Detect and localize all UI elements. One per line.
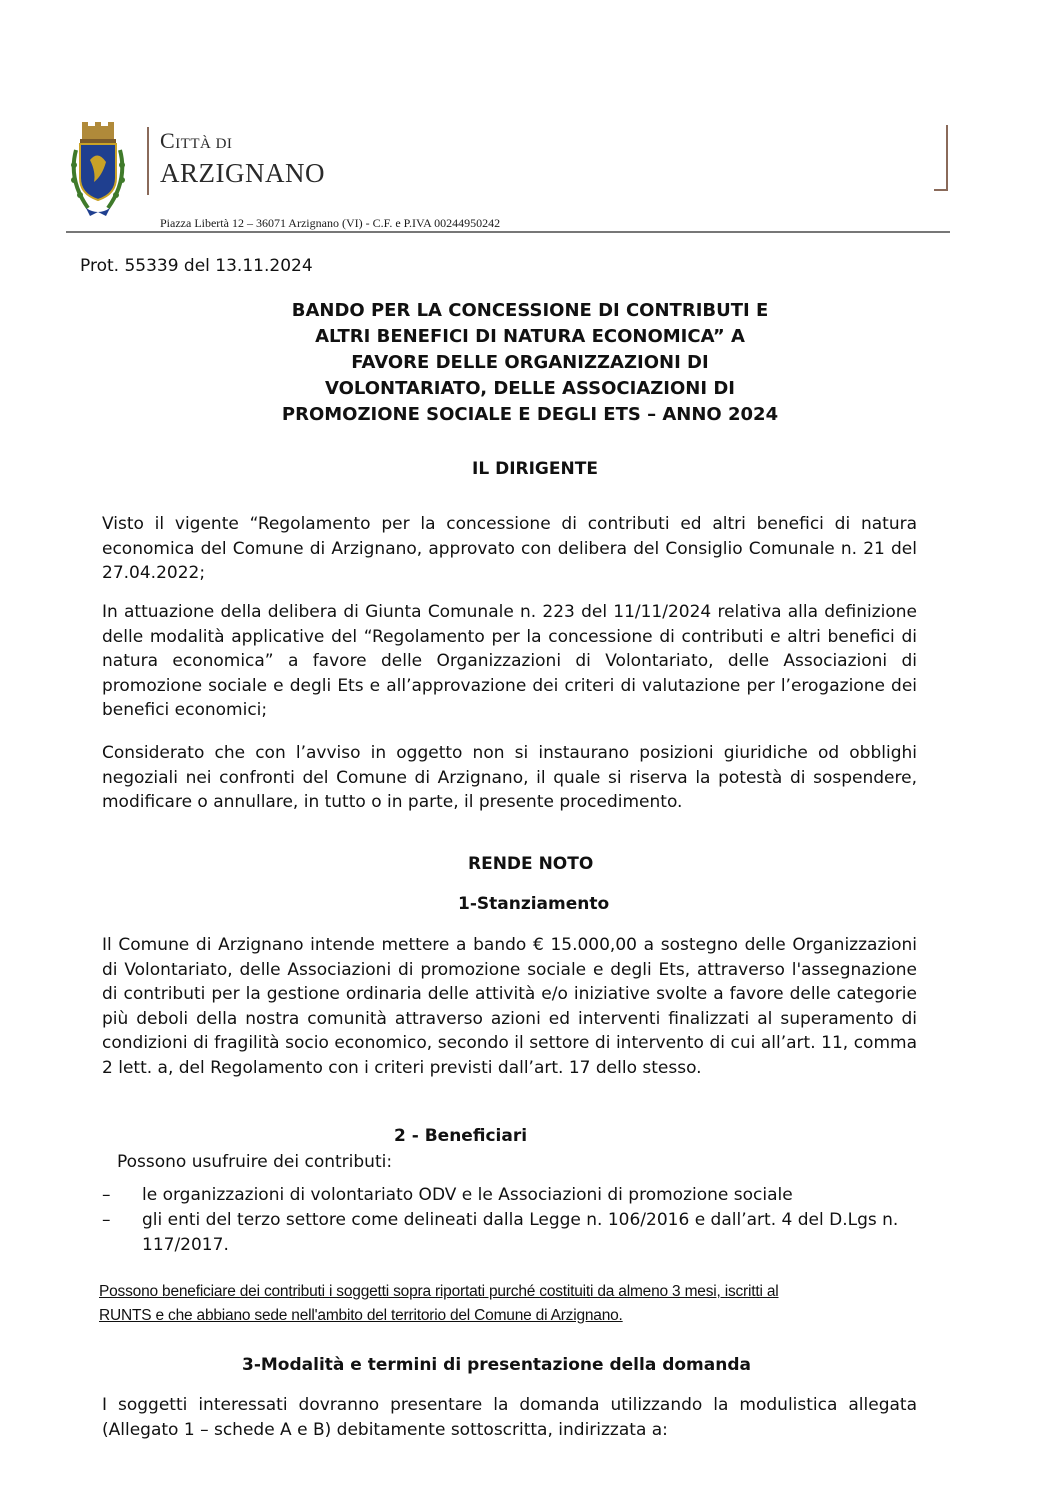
rende-noto-heading: RENDE NOTO [468,854,594,874]
section-1-text: Il Comune di Arzignano intende mettere a bando € 15.000,00 a sostegno delle Organizzazioni di Volontariato, delle Associazioni di promozione sociale e degli Ets, attraverso l'assegnazione di contributi per la gestione ordinaria delle attività e/o iniziative svolte a favore delle categorie più deboli della nostra comunità attraverso azioni ed interventi finalizzati al superamento di condizioni di fragilità socio economico, secondo il settore di intervento di cui all’art. 11, comma 2 lett. a, del Regolamento con i criteri previsti dall’art. 17 dello stesso. [102,935,917,1078]
section-2-heading: 2 - Beneficiari [394,1126,528,1146]
section-3-heading: 3-Modalità e termini di presentazione della domanda [242,1355,751,1375]
beneficiaries-note: Possono beneficiare dei contributi i soggetti sopra riportati purché costituiti da almeno 3 mesi, iscritti al RUNTS e che abbiano sede nell'ambito del territorio del Comune di Arzignano. [99,1283,779,1324]
section-1-heading: 1-Stanziamento [458,894,610,914]
city-coat-of-arms-icon [66,120,130,220]
section-3-text: I soggetti interessati dovranno presentare la domanda utilizzando la modulistica allegata (Allegato 1 – schede A e B) debitamente sottoscritta, indirizzata a: [102,1395,917,1440]
il-dirigente-heading: IL DIRIGENTE [472,459,598,479]
list-dash: – [102,1185,111,1205]
list-item-text: gli enti del terzo settore come delineati dalla Legge n. 106/2016 e dall’art. 4 del D.Lgs n. 117/2017. [142,1210,899,1255]
list-item-text: le organizzazioni di volontariato ODV e le Associazioni di promozione sociale [142,1185,793,1205]
header-divider [66,231,950,233]
header-separator [147,127,149,195]
city-address: Piazza Libertà 12 – 36071 Arzignano (VI) - C.F. e P.IVA 00244950242 [160,216,501,230]
header-bracket-vertical [946,125,948,190]
paragraph-attuazione: In attuazione della delibera di Giunta Comunale n. 223 del 11/11/2024 relativa alla definizione delle modalità applicative del “Regolamento per la concessione di contributi e altri benefici di natura economica” a favore delle Organizzazioni di Volontariato, delle Associazioni di promozione sociale e degli Ets e all’approvazione dei criteri di valutazione per l’erogazione dei benefici economici; [102,602,917,720]
section-2-intro: Possono usufruire dei contributi: [117,1152,393,1172]
header-bracket-horizontal [934,189,948,191]
protocol-number: Prot. 55339 del 13.11.2024 [80,256,313,276]
paragraph-considerato: Considerato che con l’avviso in oggetto non si instaurano posizioni giuridiche od obblighi negoziali nei confronti del Comune di Arzignano, il quale si riserva la potestà di sospendere, modificare o annullare, in tutto o in parte, il presente procedimento. [102,743,917,812]
document-title: BANDO PER LA CONCESSIONE DI CONTRIBUTI E ALTRI BENEFICI DI NATURA ECONOMICA” A FAVORE DELLE ORGANIZZAZIONI DI VOLONTARIATO, DELLE ASSOCIAZIONI DI PROMOZIONE SOCIALE E DEGLI ETS – ANNO 2024 [281,300,779,425]
paragraph-visto: Visto il vigente “Regolamento per la concessione di contributi ed altri benefici di natura economica del Comune di Arzignano, approvato con delibera del Consiglio Comunale n. 21 del 27.04.2022; [102,514,917,583]
city-title-line1: CITTÀ DI [160,128,233,153]
city-title-line2: ARZIGNANO [160,158,325,188]
list-dash: – [102,1210,111,1230]
